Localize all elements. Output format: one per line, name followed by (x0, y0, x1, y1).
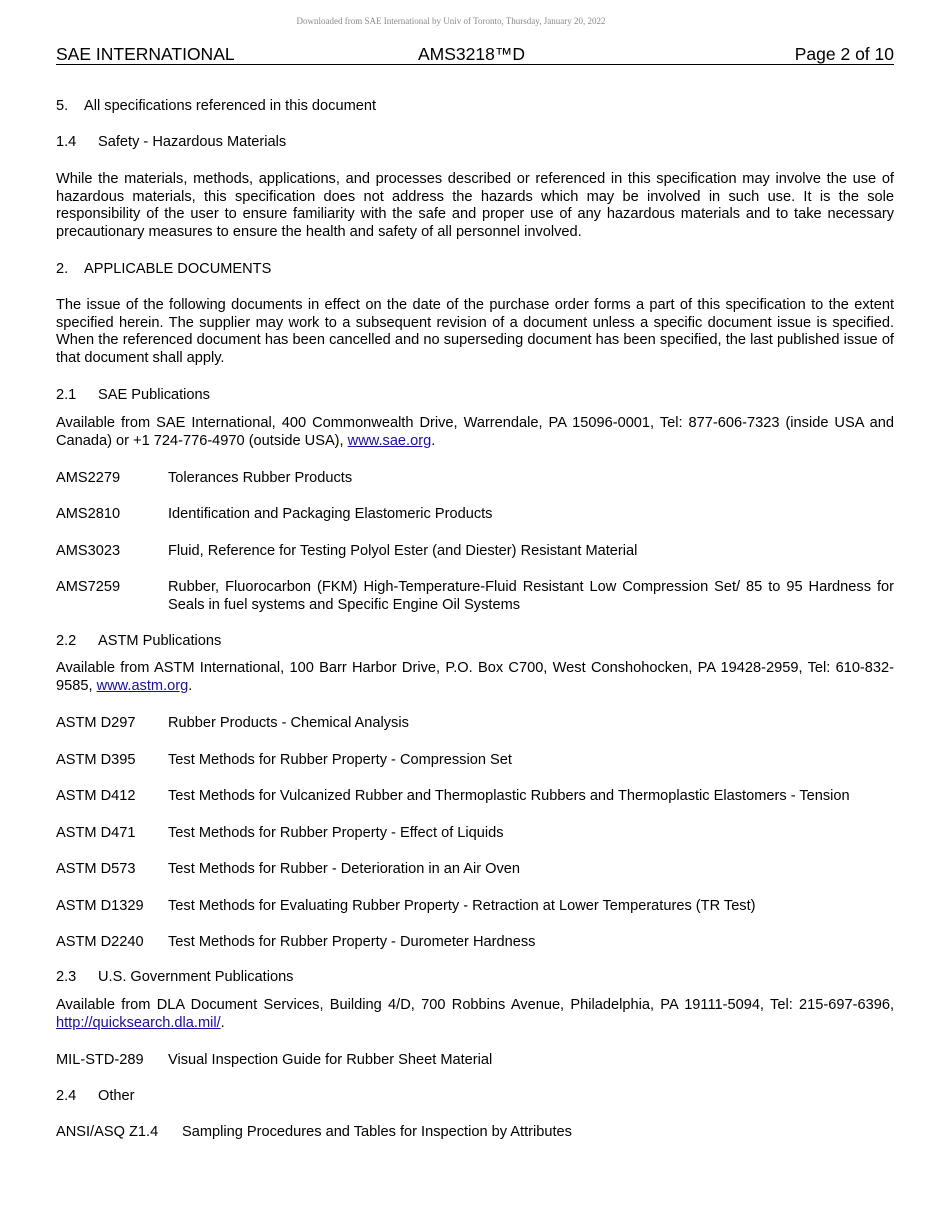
reference-code: AMS3023 (56, 543, 121, 559)
section-body-2: The issue of the following documents in effect on the date of the purchase order forms a part of this specification to the extent specified herein. The supplier may work to a subsequent revision of a document unless a specific document issue is specified. When the referenced document has been cancelled and no superseding document has been specified, the last published issue of that document shall apply. (56, 297, 894, 366)
section-heading-2 (56, 261, 894, 279)
page-header (56, 44, 894, 65)
reference-item (56, 787, 894, 805)
item-number: 5. (56, 98, 69, 114)
section-title: APPLICABLE DOCUMENTS (84, 261, 272, 277)
section-heading-1-4 (56, 134, 894, 152)
section-heading-2-3 (56, 969, 894, 987)
reference-code: ASTM D2240 (56, 934, 144, 950)
availability-sae: Available from SAE International, 400 Commonwealth Drive, Warrendale, PA 15096-0001, Tel: 877-606-7323 (inside USA and Canada) or +1 724-776-4970 (outside USA), www.sae.org. (56, 415, 894, 449)
availability-text: Available from DLA Document Services, Building 4/D, 700 Robbins Avenue, Philadelphia, PA 19111-5094, Tel: 215-697-6396, (56, 997, 894, 1013)
reference-code: AMS7259 (56, 579, 121, 595)
reference-code: AMS2810 (56, 506, 121, 522)
reference-item (56, 505, 894, 523)
list-item-5 (56, 98, 894, 116)
dla-website-link[interactable]: http://quicksearch.dla.mil/ (56, 1014, 221, 1031)
reference-code: ASTM D573 (56, 861, 136, 877)
reference-title: Test Methods for Vulcanized Rubber and Thermoplastic Rubbers and Thermoplastic Elastomers - Tension (168, 788, 850, 804)
reference-item (56, 714, 894, 732)
reference-code: ASTM D1329 (56, 898, 144, 914)
section-title: ASTM Publications (98, 633, 222, 649)
section-body-1-4: While the materials, methods, applications, and processes described or referenced in this specification may involve the use of hazardous materials, this specification does not address the hazards which may be involved in such use. It is the sole responsibility of the user to ensure familiarity with the safe and proper use of any hazardous materials and to take necessary precautionary measures to ensure the health and safety of all personnel involved. (56, 171, 894, 240)
section-title: Safety - Hazardous Materials (98, 134, 287, 150)
section-title: Other (98, 1088, 135, 1104)
section-number: 2. (56, 261, 69, 277)
reference-code: AMS2279 (56, 470, 121, 486)
reference-item (56, 469, 894, 487)
reference-code: ASTM D412 (56, 788, 136, 804)
section-number: 2.2 (56, 633, 77, 649)
reference-item (56, 1051, 894, 1069)
section-number: 2.1 (56, 387, 77, 403)
reference-title: Tolerances Rubber Products (168, 470, 353, 486)
header-doc-id: AMS3218™D (418, 44, 525, 64)
reference-code: ASTM D471 (56, 825, 136, 841)
reference-title: Test Methods for Rubber - Deterioration in an Air Oven (168, 861, 521, 877)
reference-title: Test Methods for Evaluating Rubber Property - Retraction at Lower Temperatures (TR Test) (168, 898, 756, 914)
download-watermark: Downloaded from SAE International by Univ of Toronto, Thursday, January 20, 2022 (296, 16, 606, 26)
reference-code: ASTM D297 (56, 715, 136, 731)
reference-item (56, 897, 894, 915)
reference-item (56, 824, 894, 842)
reference-title: Rubber Products - Chemical Analysis (168, 715, 409, 731)
reference-item (56, 860, 894, 878)
availability-astm: Available from ASTM International, 100 Barr Harbor Drive, P.O. Box C700, West Conshohocken, PA 19428-2959, Tel: 610-832-9585, www.astm.org. (56, 660, 894, 694)
section-number: 1.4 (56, 134, 77, 150)
reference-code: MIL-STD-289 (56, 1052, 144, 1068)
sae-website-link[interactable]: www.sae.org (347, 432, 432, 449)
reference-title: Fluid, Reference for Testing Polyol Ester (and Diester) Resistant Material (168, 543, 638, 559)
section-number: 2.3 (56, 969, 77, 985)
reference-code: ANSI/ASQ Z1.4 (56, 1124, 159, 1140)
reference-item (56, 933, 894, 951)
availability-text: Available from ASTM International, 100 Barr Harbor Drive, P.O. Box C700, West Conshohocken, PA 19428-2959, Tel: 610-832-9585, (56, 660, 894, 694)
header-org: SAE INTERNATIONAL (56, 44, 235, 64)
reference-title: Test Methods for Rubber Property - Durometer Hardness (168, 934, 536, 950)
availability-text: Available from SAE International, 400 Commonwealth Drive, Warrendale, PA 15096-0001, Tel: 877-606-7323 (inside USA and Canada) or +1 724-776-4970 (outside USA), (56, 415, 894, 449)
astm-website-link[interactable]: www.astm.org (96, 677, 189, 694)
reference-title: Test Methods for Rubber Property - Compression Set (168, 752, 512, 768)
section-heading-2-4 (56, 1088, 894, 1106)
reference-item (56, 1124, 894, 1142)
reference-title: Test Methods for Rubber Property - Effect of Liquids (168, 825, 504, 841)
reference-item (56, 751, 894, 769)
section-heading-2-1 (56, 387, 894, 405)
reference-item (56, 578, 894, 614)
availability-dla: Available from DLA Document Services, Building 4/D, 700 Robbins Avenue, Philadelphia, PA 19111-5094, Tel: 215-697-6396, http://quicksearch.dla.mil/. (56, 997, 894, 1031)
reference-title: Identification and Packaging Elastomeric Products (168, 506, 493, 522)
section-title: U.S. Government Publications (98, 969, 294, 985)
section-title: SAE Publications (98, 387, 210, 403)
section-number: 2.4 (56, 1088, 77, 1104)
section-heading-2-2 (56, 633, 894, 651)
reference-code: ASTM D395 (56, 752, 136, 768)
reference-title: Visual Inspection Guide for Rubber Sheet Material (168, 1052, 493, 1068)
reference-title: Sampling Procedures and Tables for Inspection by Attributes (182, 1124, 572, 1140)
header-page-number: Page 2 of 10 (794, 44, 894, 64)
item-text: All specifications referenced in this document (84, 98, 377, 114)
reference-item (56, 542, 894, 560)
reference-title: Rubber, Fluorocarbon (FKM) High-Temperature-Fluid Resistant Low Compression Set/ 85 to 95 Hardness for Seals in fuel systems and Specific Engine Oil Systems (168, 579, 894, 613)
